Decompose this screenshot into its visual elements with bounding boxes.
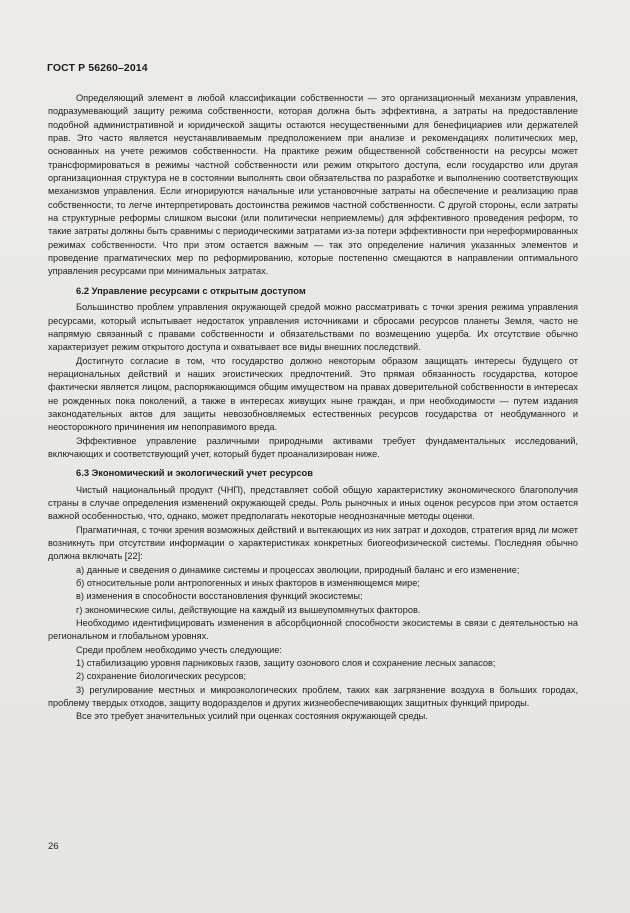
section-heading-6-2: 6.2 Управление ресурсами с открытым доступом xyxy=(76,284,306,296)
paragraph: Эффективное управление различными природными активами требует фундаментальных исследований, включающих и соответствующий учет, который будет проанализирован ниже. xyxy=(48,435,578,459)
paragraph: Прагматичная, с точки зрения возможных действий и вытекающих из них затрат и доходов, стратегия вряд ли может возникнуть при отсутствии информации о характеристиках конкретных биогеофизической системы. Последняя обычно должна включать [22]: xyxy=(48,524,578,562)
list-item: в) изменения в способности восстановления функций экосистемы; xyxy=(76,591,363,602)
standard-header: ГОСТ Р 56260–2014 xyxy=(47,62,148,74)
page-number: 26 xyxy=(48,841,59,852)
list-item: а) данные и сведения о динамике системы и процессах эволюции, природный баланс и его изменение; xyxy=(76,564,520,575)
list-item: 1) стабилизацию уровня парниковых газов, защиту озонового слоя и сохранение лесных запасов; xyxy=(76,658,496,669)
paragraph: Большинство проблем управления окружающей средой можно рассматривать с точки зрения режима управления ресурсами, который испытывает недостаток управления источниками и сбросами ресурсов планеты Земля, часто не напрямую связанный с правами собственности и обязательствами по возмещению ущерба. Их отсутствие обычно характеризует режим открытого доступа и охватывает все виды внешних последствий. xyxy=(48,302,578,353)
paragraph: Чистый национальный продукт (ЧНП), представляет собой общую характеристику экономического благополучия страны в случае определения изменений окружающей среды. Роль рыночных и иных оценок ресурсов при этом остается важной особенностью, что, однако, может предполагать некоторые неоднозначные методы оценки. xyxy=(48,484,578,522)
list-item: 2) сохранение биологических ресурсов; xyxy=(76,671,247,682)
list-item: б) относительные роли антропогенных и иных факторов в изменяющемся мире; xyxy=(76,578,420,589)
paragraph: Необходимо идентифицировать изменения в абсорбционной способности экосистемы в связи с деятельностью на региональном и глобальном уровнях. xyxy=(48,618,578,642)
paragraph: Все это требует значительных усилий при оценках состояния окружающей среды. xyxy=(76,711,428,722)
document-body xyxy=(48,92,578,724)
paragraph: Определяющий элемент в любой классификации собственности — это организационный механизм управления, подразумевающий защиту режима собственности, которая должна быть эффективна, а затраты на предоставление подобной административной и юридической защиты остаются несущественными для бенефициариев или держателей прав. Это часто является неустанавливаемым предположением при анализе и рекомендациях политических мер, основанных на учете режимов собственности. На практике режим общественной собственности на ресурсы может трансформироваться в режимы частной собственности или режим открытого доступа, если государство или другая организационная структура не в состоянии выполнять свои обязательства по разработке и выполнению соответствующих механизмов управления. Если игнорируются начальные или установочные затраты на обеспечение и реализацию прав собственности, то легче интерпретировать достоинства режимов частной собственности. С другой стороны, если затраты на структурные реформы слишком высоки (или политически неприемлемы) для эффективного проведения реформ, то такие затраты должны быть сравнимы с периодическими затратами из-за потери эффективности при нереформированных режимах собственности. Что при этом остается важным — так это определение наличия указанных элементов и проведение прагматических мер по реформированию, которые постепенно смещаются в направлении оптимального управления ресурсами при минимальных затратах. xyxy=(48,93,578,277)
list-item: 3) регулирование местных и микроэкологических проблем, таких как загрязнение воздуха в больших городах, проблему твердых отходов, защиту водоразделов и других жизнеобеспечивающих защитных функций природы. xyxy=(48,684,578,709)
paragraph: Среди проблем необходимо учесть следующие: xyxy=(76,644,282,655)
section-heading-6-3: 6.3 Экономический и экологический учет ресурсов xyxy=(76,467,314,479)
paragraph: Достигнуто согласие в том, что государство должно некоторым образом защищать интересы будущего от нерациональных действий и наших эгоистических предпочтений. Это прямая обязанность государства, которое фактически является лицом, распоряжающимся общим имуществом на правах доверительной собственности в интересах не рожденных пока поколений, а также в интересах живущих ныне граждан, и при необходимости — путем издания законодательных актов для защиты невозобновляемых естественных ресурсов государства от необдуманного и неосторожного причинения им непоправимого вреда. xyxy=(48,355,578,433)
list-item: г) экономические силы, действующие на каждый из вышеупомянутых факторов. xyxy=(76,604,421,615)
